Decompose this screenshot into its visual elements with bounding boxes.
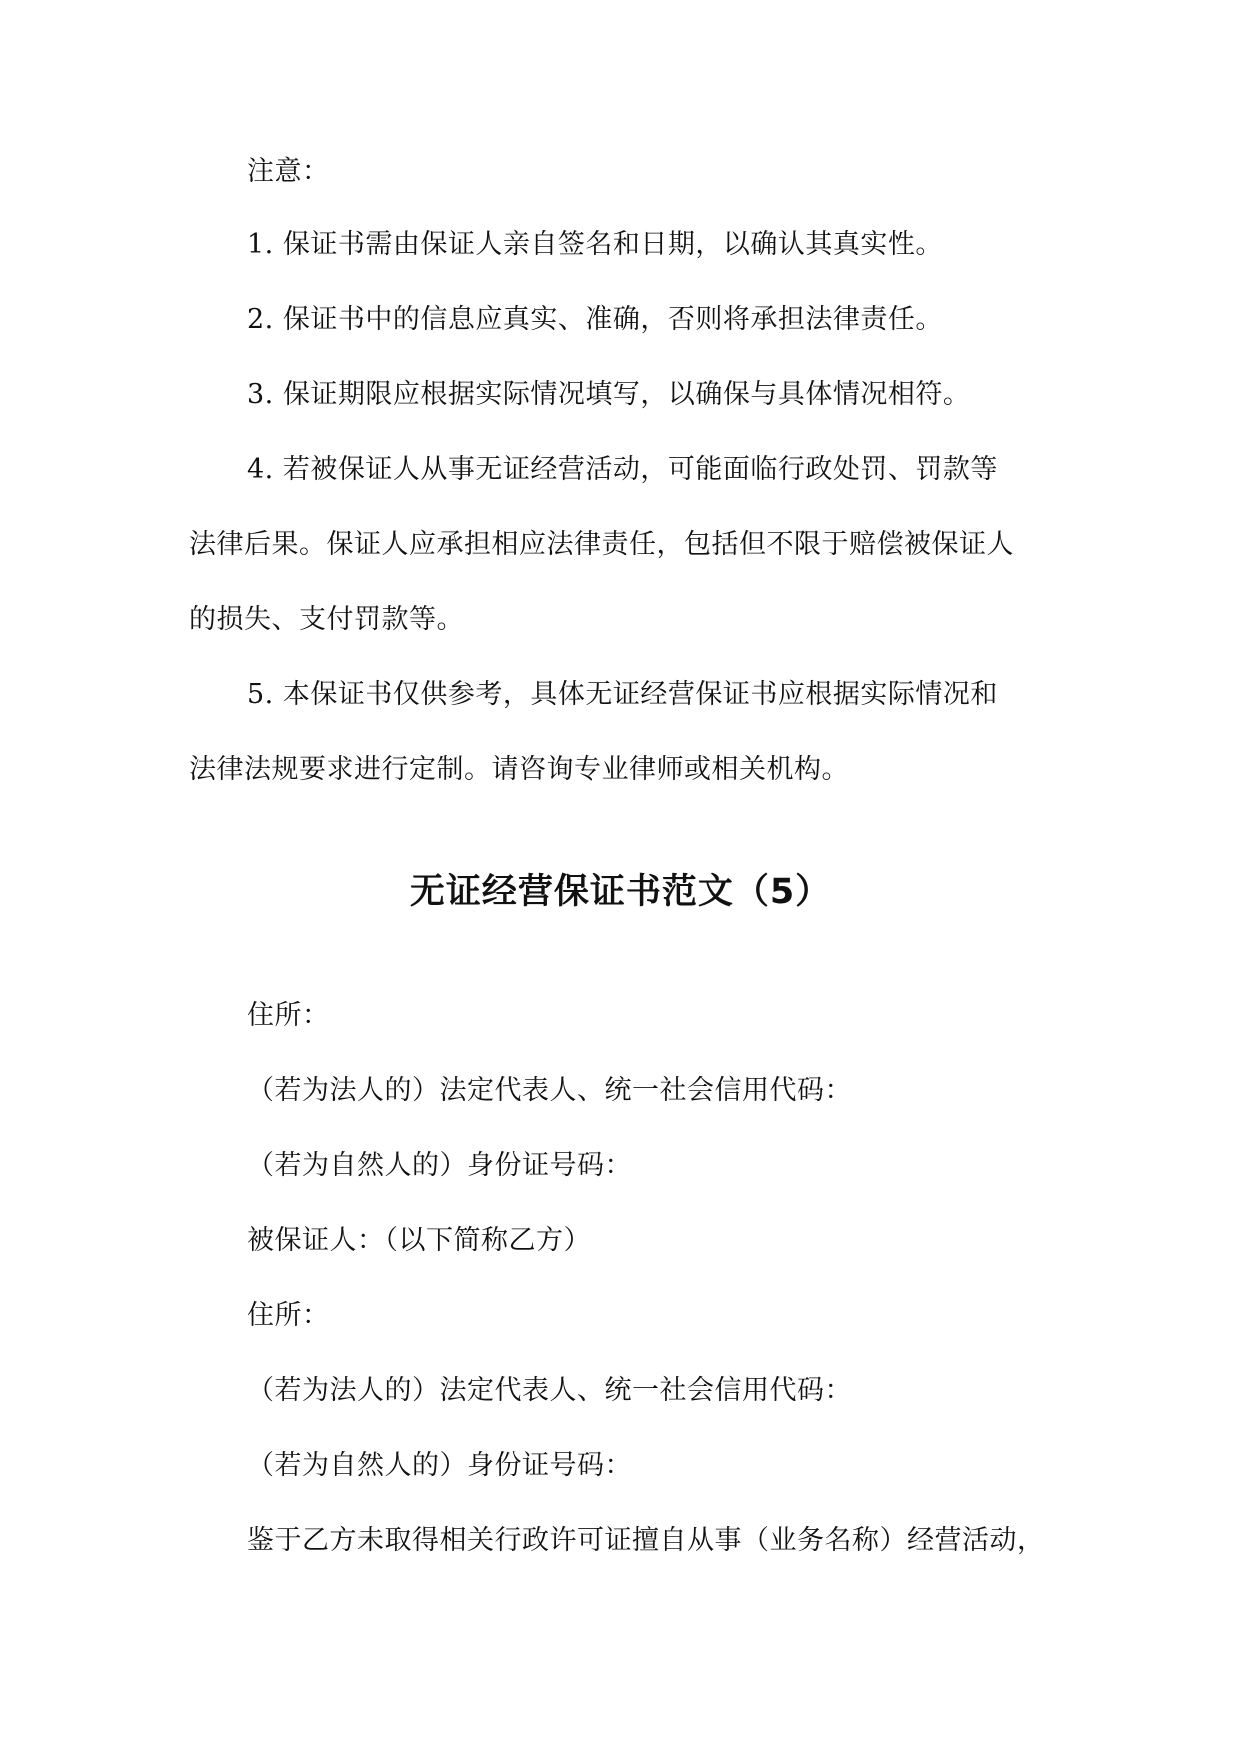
note-item-2: 2. 保证书中的信息应真实、准确，否则将承担法律责任。 [247,304,943,335]
guarantor-legal-representative: （若为法人的）法定代表人、统一社会信用代码： [247,1075,852,1106]
guarantor-address: 住所： [247,1000,330,1031]
guaranteed-legal-representative: （若为法人的）法定代表人、统一社会信用代码： [247,1375,852,1406]
note-item-4-line-3: 的损失、支付罚款等。 [189,604,464,635]
notes-heading: 注意： [247,156,330,187]
guaranteed-id-number: （若为自然人的）身份证号码： [247,1450,632,1481]
guarantor-id-number: （若为自然人的）身份证号码： [247,1150,632,1181]
note-item-3: 3. 保证期限应根据实际情况填写，以确保与具体情况相符。 [247,379,971,410]
section-title: 无证经营保证书范文（5） [409,872,832,912]
note-item-1: 1. 保证书需由保证人亲自签名和日期，以确认其真实性。 [247,229,943,260]
note-item-4-line-2: 法律后果。保证人应承担相应法律责任，包括但不限于赔偿被保证人 [189,529,1014,560]
guaranteed-address: 住所： [247,1300,330,1331]
guaranteed-party: 被保证人：（以下简称乙方） [247,1225,591,1256]
note-item-4-line-1: 4. 若被保证人从事无证经营活动，可能面临行政处罚、罚款等 [247,454,998,485]
note-item-5-line-1: 5. 本保证书仅供参考，具体无证经营保证书应根据实际情况和 [247,679,998,710]
note-item-5-line-2: 法律法规要求进行定制。请咨询专业律师或相关机构。 [189,754,849,785]
whereas-clause: 鉴于乙方未取得相关行政许可证擅自从事（业务名称）经营活动， [247,1525,1045,1556]
